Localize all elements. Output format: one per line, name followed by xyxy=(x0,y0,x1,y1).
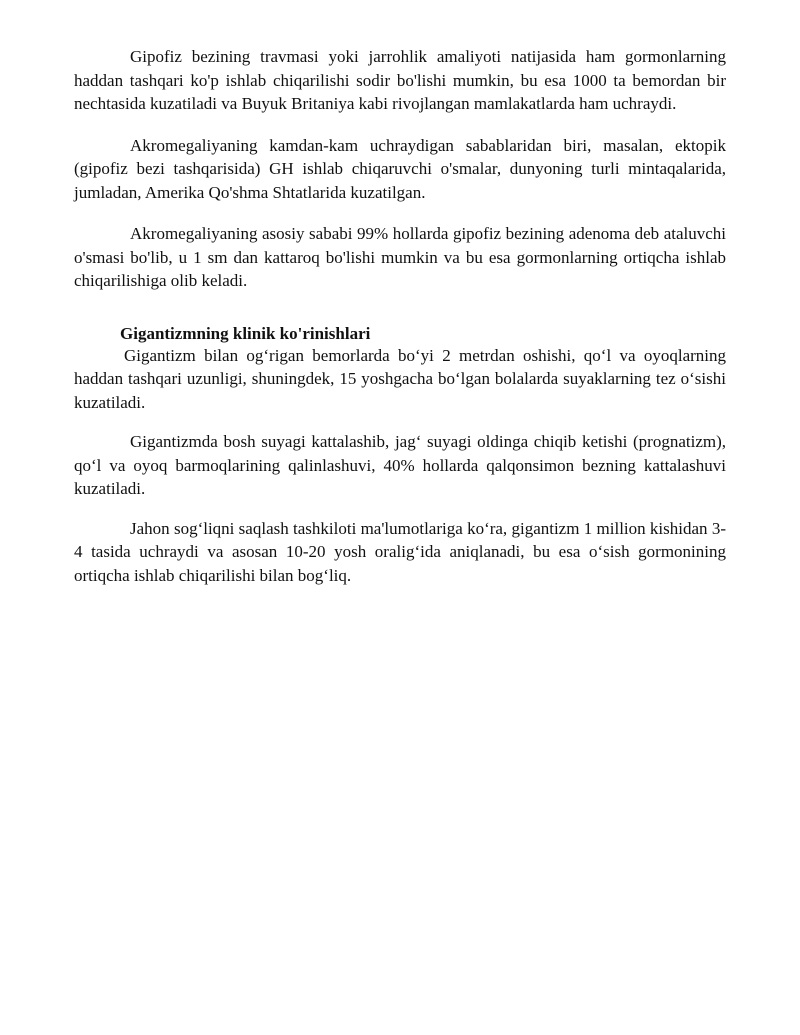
paragraph-gigantism-symptoms: Gigantizm bilan og‘rigan bemorlarda bo‘yi 2 metrdan oshishi, qo‘l va oyoqlarning haddan tashqari uzunligi, shuningdek, 15 yoshgacha bo‘lgan bolalarda suyaklarning tez o‘sishi kuzatiladi. xyxy=(74,345,726,412)
paragraph-pituitary-trauma: Gipofiz bezining travmasi yoki jarrohlik amaliyoti natijasida ham gormonlarning haddan tashqari ko'p ishlab chiqarilishi sodir bo'lishi mumkin, bu esa 1000 ta bemordan bir nechtasida kuzatiladi va Buyuk Britaniya kabi rivojlangan mamlakatlarda ham uchraydi. xyxy=(74,47,726,113)
paragraph-adenoma-cause: Akromegaliyaning asosiy sababi 99% hollarda gipofiz bezining adenoma deb ataluvchi o'smasi bo'lib, u 1 sm dan kattaroq bo'lishi mumkin va bu esa gormonlarning ortiqcha ishlab chiqarilishiga olib keladi. xyxy=(74,224,726,290)
document-page xyxy=(74,45,726,587)
section-heading: Gigantizmning klinik ko'rinishlari xyxy=(120,323,371,343)
paragraph-who-statistics: Jahon sog‘liqni saqlash tashkiloti ma'lumotlariga ko‘ra, gigantizm 1 million kishidan 3-4 tasida uchraydi va asosan 10-20 yosh oralig‘ida aniqlanadi, bu esa o‘sish gormonining ortiqcha ishlab chiqarilishi bilan bog‘liq. xyxy=(74,518,726,585)
paragraph-skull-changes: Gigantizmda bosh suyagi kattalashib, jag‘ suyagi oldinga chiqib ketishi (prognatizm), qo‘l va oyoq barmoqlarining qalinlashuvi, 40% hollarda qalqonsimon bezning kattalashuvi kuzatiladi. xyxy=(74,432,726,498)
paragraph-ectopic-causes: Akromegaliyaning kamdan-kam uchraydigan sabablaridan biri, masalan, ektopik (gipofiz bezi tashqarisida) GH ishlab chiqaruvchi o'smalar, dunyoning turli mintaqalarida, jumladan, Amerika Qo'shma Shtatlarida kuzatilgan. xyxy=(74,135,726,202)
